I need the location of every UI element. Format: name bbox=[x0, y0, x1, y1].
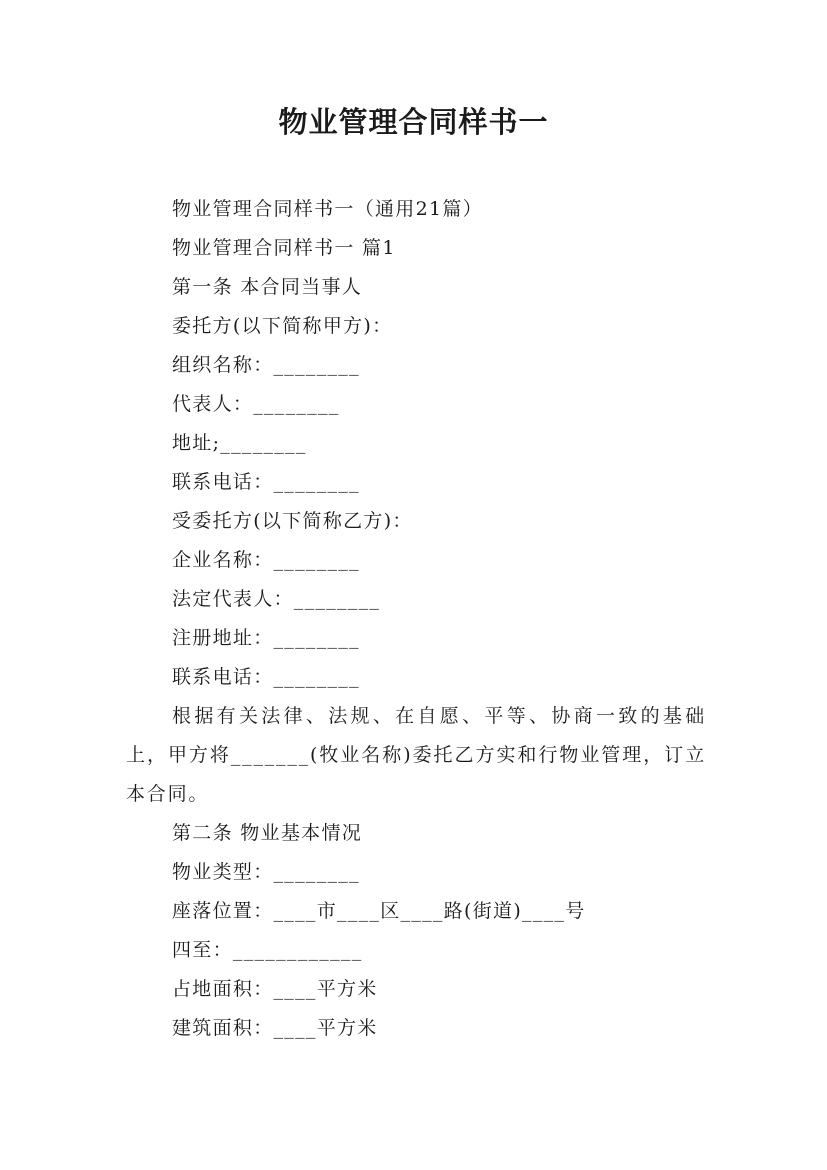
party-b-registered-address-line: 注册地址：________ bbox=[172, 627, 360, 649]
party-a-representative-line: 代表人：________ bbox=[172, 393, 340, 415]
property-location-line: 座落位置：____市____区____路(街道)____号 bbox=[172, 900, 586, 922]
party-b-heading: 受委托方(以下简称乙方)： bbox=[172, 510, 413, 532]
article-heading: 第一条 本合同当事人 bbox=[172, 276, 363, 298]
party-b-company-name-line: 企业名称：________ bbox=[172, 549, 360, 571]
land-area-line: 占地面积：____平方米 bbox=[172, 978, 378, 1000]
article-two-heading: 第二条 物业基本情况 bbox=[172, 822, 363, 844]
party-a-heading: 委托方(以下简称甲方)： bbox=[172, 315, 393, 337]
party-b-legal-rep-line: 法定代表人：________ bbox=[172, 588, 381, 610]
agreement-paragraph: 根据有关法律、法规、在自愿、平等、协商一致的基础上，甲方将_______(牧业名称)委托乙方实和行物业管理，订立本合同。 bbox=[126, 705, 706, 805]
document-body bbox=[126, 190, 706, 1048]
property-boundaries-line: 四至：____________ bbox=[172, 939, 363, 961]
subtitle-line: 物业管理合同样书一（通用21篇） bbox=[172, 198, 483, 220]
document-title: 物业管理合同样书一 bbox=[278, 105, 549, 139]
party-a-phone-line: 联系电话：________ bbox=[172, 471, 360, 493]
building-area-line: 建筑面积：____平方米 bbox=[172, 1017, 378, 1039]
party-a-org-name-line: 组织名称：________ bbox=[172, 354, 360, 376]
party-a-address-line: 地址;________ bbox=[172, 432, 307, 454]
section-heading: 物业管理合同样书一 篇1 bbox=[172, 237, 396, 259]
property-type-line: 物业类型：________ bbox=[172, 861, 360, 883]
party-b-phone-line: 联系电话：________ bbox=[172, 666, 360, 688]
